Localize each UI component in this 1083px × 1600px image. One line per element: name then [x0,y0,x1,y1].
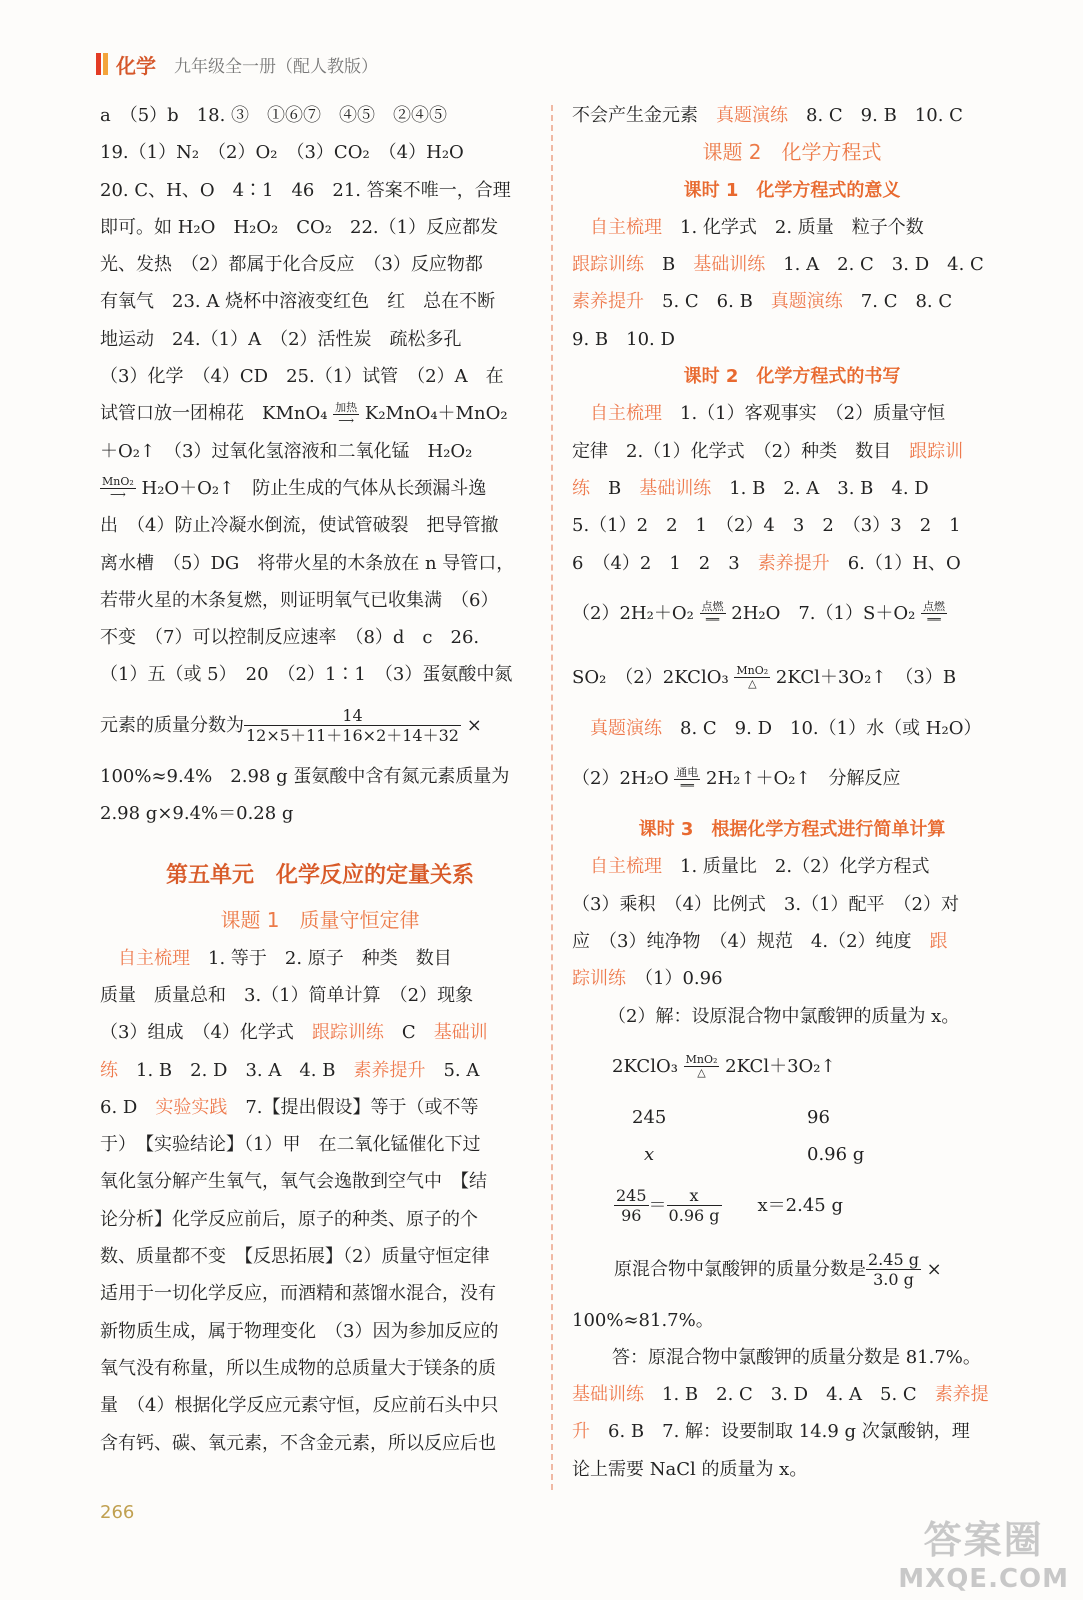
answer-line [572,395,1012,432]
fraction [614,1186,649,1225]
section-tag: 素养提 [934,1384,989,1406]
answer-line: 出 （4）防止冷凝水倒流，使试管破裂 把导管撤 [100,515,499,537]
section-tag: 升 [572,1421,590,1443]
text-run: 6. D [100,1096,156,1118]
ratio-line [572,1136,1012,1173]
text-run: H₂O＋O₂↑ 防止生成的气体从长颈漏斗逸 [135,477,487,499]
answer-line: 于） 【实验结论】（1）甲 在二氧化锰催化下过 [100,1134,481,1156]
text-run: 2KCl＋3O₂↑ （3）B [770,666,957,688]
text-run: x＝2.45 g [757,1194,843,1216]
text-run: 5. C 6. B [644,291,771,313]
answer-line: 不变 （7）可以控制反应速率 （8）d c 26. [100,627,480,649]
fraction [244,706,461,745]
text-run: 1.（1）客观事实 （2）质量守恒 [662,403,946,425]
section-tag: 练 [100,1059,118,1081]
denominator: 96 [621,1206,642,1226]
reaction-condition: 通电 ══ [676,765,699,792]
answer-line: a （5）b 18. ③ ①⑥⑦ ④⑤ ②④⑤ [100,105,448,126]
answer-line: 100%≈9.4% 2.98 g 蛋氨酸中含有氮元素质量为 [100,765,510,787]
answer-line [572,582,1012,646]
text-run: 原混合物中氯酸钾的质量分数是 [614,1258,866,1280]
answer-line: （1）五（或 5） 20 （2）1∶1 （3）蛋氨酸中氮 [100,664,513,686]
text-run: x [644,1144,655,1166]
section-tag: 真题演练 [590,717,662,739]
reaction-condition: 点燃 ══ [701,600,724,627]
period-title: 课时 2 化学方程式的书写 [683,366,901,388]
condition-label: MnO₂ [102,475,134,489]
text-run: 应 （3）纯净物 （4）规范 4.（2）纯度 [572,931,930,953]
answer-line [572,960,1012,997]
text-run: （3）组成 （4）化学式 [100,1022,312,1044]
answer-line [572,545,1012,582]
header-bar-red [96,53,101,75]
answer-line: 若带火星的木条复燃，则证明氧气已收集满 （6） [100,589,499,611]
text-run: 7. C 8. C [842,291,953,313]
answer-line: 19.（1）N₂ （2）O₂ （3）CO₂ （4）H₂O [100,142,464,164]
answer-line [572,848,1012,885]
section-tag: 跟踪训练 [311,1022,384,1044]
text-run: 1. B 2. C 3. D 4. A 5. C [644,1384,935,1406]
answer-line [100,1014,540,1051]
section-tag: 基础训练 [572,1384,644,1406]
numerator: 245 [616,1185,647,1205]
answer-line [572,923,1012,960]
section-tag: 跟 [929,931,948,953]
answer-line [100,1089,540,1126]
answer-line: 100%≈81.7%。 [572,1309,714,1331]
reaction-condition: 点燃 ══ [923,600,946,627]
reaction-condition: MnO₂ ⟶ [102,475,134,502]
numerator: 14 [244,706,461,726]
text-run: 2H₂↑＋O₂↑ 分解反应 [700,768,901,790]
answer-line [572,246,1012,283]
answer-line: （3）化学 （4）CD 25.（1）试管 （2）A 在 [100,366,504,388]
answer-line [100,395,540,432]
text-run: B [590,477,640,499]
section-tag: 自主梳理 [590,216,662,238]
answer-line [572,283,1012,320]
denominator: 12×5＋11＋16×2＋14＋32 [246,726,459,746]
denominator: 3.0 g [873,1270,914,1290]
section-tag: 自主梳理 [590,403,662,425]
text-run: （2）2H₂O [572,768,675,790]
section-tag: 素养提升 [572,291,644,313]
text-run: ＝ [648,1194,667,1216]
answer-line [572,710,1012,747]
text-run: 5. A [425,1059,480,1081]
answer-line: ＋O₂↑ （3）过氧化氢溶液和二氧化锰 H₂O₂ [100,440,473,462]
answer-line [572,747,1012,811]
text-run: × [920,1258,942,1280]
answer-line: 含有钙、碳、氧元素，不含金元素，所以反应后也 [100,1432,496,1454]
answer-line [100,940,540,977]
text-run: 2KClO₃ [612,1055,684,1077]
answer-line: （2）解：设原混合物中氯酸钾的质量为 x。 [608,1005,960,1027]
text-run: × [460,714,482,736]
answer-line [572,646,1012,710]
answer-line [572,470,1012,507]
text-run: 1. 化学式 2. 质量 粒子个数 [662,216,924,238]
answer-line: 适用于一切化学反应，而酒精和蒸馏水混合，没有 [100,1283,496,1305]
text-run: 1. 等于 2. 原子 种类 数目 [190,947,452,969]
condition-label: 加热 [335,400,358,414]
answer-line: 9. B 10. D [572,328,675,350]
text-run: 6. B 7. 解：设要制取 14.9 g 次氯酸钠，理 [590,1421,970,1443]
answer-line [572,1413,1012,1450]
answer-line: 即可。如 H₂O H₂O₂ CO₂ 22.（1）反应都发 [100,216,499,238]
answer-line: 2.98 g×9.4%＝0.28 g [100,803,294,825]
answer-line: 数、质量都不变 【反思拓展】（2）质量守恒定律 [100,1246,490,1268]
equation-line [572,1035,1012,1099]
watermark [898,1509,1069,1594]
section-tag: 实验实践 [155,1096,228,1118]
text-run: 不会产生金元素 [572,105,716,126]
answer-line [100,694,540,758]
answer-line: 有氧气 23. A 烧杯中溶液变红色 红 总在不断 [100,291,496,313]
text-run: 6.（1）H、O [829,552,961,574]
section-tag: 素养提升 [757,552,830,574]
text-run: 8. C 9. D 10.（1）水（或 H₂O） [662,717,982,739]
section-tag: 基础训练 [639,477,712,499]
section-tag: 真题演练 [770,291,843,313]
page-header [96,48,378,80]
text-run: 1. A 2. C 3. D 4. C [765,254,984,276]
answer-line [572,209,1012,246]
answer-line [572,1376,1012,1413]
condition-label: 点燃 [923,600,946,614]
condition-label: 点燃 [701,600,724,614]
answer-line: 氧气没有称量，所以生成物的总质量大于镁条的质 [100,1357,496,1379]
answer-line: 新物质生成，属于物理变化 （3）因为参加反应的 [100,1320,499,1342]
answer-line: 光、发热 （2）都属于化合反应 （3）反应物都 [100,254,483,276]
answer-line [572,97,1012,134]
proportion-line [572,1174,1012,1238]
left-column [100,97,540,1462]
condition-label: 通电 [676,765,699,779]
text-run: 1. B 2. A 3. B 4. D [711,477,929,499]
text-run: C [383,1022,434,1044]
watermark-logo: 答案圈 [923,1518,1044,1562]
answer-line: 地运动 24.（1）A （2）活性炭 疏松多孔 [100,328,462,350]
fraction [667,1186,722,1225]
subject-title: 化学 [116,53,156,78]
numerator: 2.45 g [868,1249,919,1269]
text-run: （2）2H₂＋O₂ [572,602,700,624]
header-bar-orange [103,53,108,75]
ratio-line [572,1099,1012,1136]
reaction-condition: 加热 ⟶ [335,400,358,427]
answer-line [100,1052,540,1089]
condition-label: △ [697,1066,706,1080]
answer-line [100,470,540,507]
denominator: 0.96 g [668,1206,720,1226]
right-column [572,97,1012,1488]
answer-line: 论上需要 NaCl 的质量为 x。 [572,1458,808,1480]
unit-title: 第五单元 化学反应的定量关系 [165,863,474,889]
answer-line [572,433,1012,470]
answer-line: 论分析】化学反应前后，原子的种类、原子的个 [100,1208,478,1230]
section-tag: 跟踪训练 [572,254,644,276]
section-tag: 自主梳理 [118,947,190,969]
section-tag: 素养提升 [353,1059,426,1081]
watermark-url: MXQE.COM [898,1564,1069,1594]
text-run: 2H₂O 7.（1）S＋O₂ [725,602,922,624]
reaction-condition [734,665,770,690]
text-run: 7.【提出假设】等于（或不等 [227,1096,479,1118]
section-tag: 真题演练 [716,105,788,126]
condition-label: MnO₂ [685,1053,718,1067]
answer-line: 离水槽 （5）DG 将带火星的木条放在 n 导管口， [100,552,515,574]
section-tag: 自主梳理 [590,856,662,878]
condition-label: △ [748,677,757,691]
text-run: 96 [807,1106,830,1128]
answer-line: 5.（1）2 2 1 （2）4 3 2 （3）3 2 1 [572,515,961,537]
text-run: 0.96 g [807,1144,865,1166]
answer-line: 答：原混合物中氯酸钾的质量分数是 81.7%。 [612,1346,981,1368]
answer-line: 氧化氢分解产生氧气，氧气会逸散到空气中 【结 [100,1171,487,1193]
text-run: 245 [632,1106,667,1128]
section-tag: 基础训 [433,1022,488,1044]
fraction [866,1250,921,1289]
section-tag: 基础训练 [693,254,766,276]
answer-line [572,1238,1012,1302]
page-number: 266 [100,1502,135,1523]
text-run: 定律 2.（1）化学式 （2）种类 数目 [572,440,910,462]
text-run: 1. 质量比 2.（2）化学方程式 [662,856,930,878]
text-run: 元素的质量分数为 [100,714,244,736]
numerator: x [667,1186,722,1206]
column-divider [551,105,553,1490]
text-run: 试管口放一团棉花 KMnO₄ [100,403,334,425]
answer-line: 量 （4）根据化学反应元素守恒，反应前石头中只 [100,1395,499,1417]
section-tag: 跟踪训 [909,440,964,462]
section-tag: 练 [572,477,590,499]
reaction-condition [684,1054,720,1079]
text-run: B [644,254,694,276]
lesson-title: 课题 1 质量守恒定律 [220,908,420,933]
grade-label: 九年级全一册（配人教版） [174,56,378,77]
text-run: 1. B 2. D 3. A 4. B [118,1059,354,1081]
lesson-title: 课题 2 化学方程式 [702,140,882,165]
text-run: （1）0.96 [626,968,723,990]
text-run: 6 （4）2 1 2 3 [572,552,758,574]
answer-line: 20. C、H、O 4∶1 46 21. 答案不唯一，合理 [100,179,511,201]
text-run: 8. C 9. B 10. C [788,105,963,126]
answer-line: 质量 质量总和 3.（1）简单计算 （2）现象 [100,984,474,1006]
text-run: K₂MnO₄＋MnO₂ [359,403,508,425]
period-title: 课时 3 根据化学方程式进行简单计算 [638,819,946,841]
section-tag: 踪训练 [572,968,626,990]
period-title: 课时 1 化学方程式的意义 [683,179,901,201]
answer-line: （3）乘积 （4）比例式 3.（1）配平 （2）对 [572,893,959,915]
condition-label: MnO₂ [736,664,769,678]
text-run: 2KCl＋3O₂↑ [719,1055,836,1077]
text-run: SO₂ （2）2KClO₃ [572,666,735,688]
